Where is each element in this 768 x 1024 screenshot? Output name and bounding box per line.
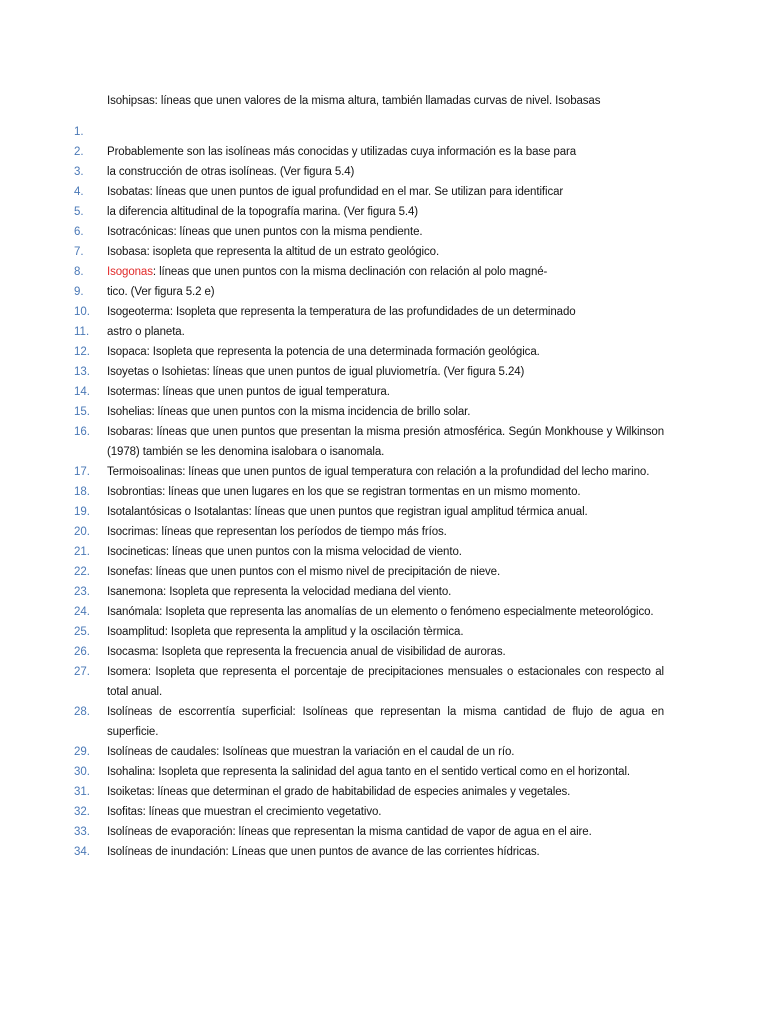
list-item-body: Isotalantósicas o Isotalantas: líneas que unen puntos que registran igual amplitud térmica anual.	[107, 506, 588, 518]
list-item-body: Isolíneas de inundación: Líneas que unen puntos de avance de las corrientes hídricas.	[107, 846, 540, 858]
list-item	[74, 702, 664, 742]
list-item-body: Isohelias: líneas que unen puntos con la misma incidencia de brillo solar.	[107, 406, 471, 418]
list-item-number: 21.	[74, 546, 90, 558]
list-item	[74, 522, 664, 542]
list-item-number: 23.	[74, 586, 90, 598]
list-item-number: 25.	[74, 626, 90, 638]
list-item-number: 24.	[74, 606, 90, 618]
list-item-body: Isolíneas de caudales: Isolíneas que muestran la variación en el caudal de un río.	[107, 746, 515, 758]
list-item-body: la construcción de otras isolíneas. (Ver figura 5.4)	[107, 166, 355, 178]
list-item-number: 33.	[74, 826, 90, 838]
list-item-text	[107, 122, 664, 142]
list-item	[74, 762, 664, 782]
list-item-body: Isanómala: Isopleta que representa las anomalías de un elemento o fenómeno especialmente meteorológico.	[107, 606, 654, 618]
list-item-text	[107, 342, 664, 362]
list-item-text	[107, 742, 664, 762]
list-item-number: 2.	[74, 146, 84, 158]
list-item	[74, 122, 664, 142]
list-item-body: Isoyetas o Isohietas: líneas que unen puntos de igual pluviometría. (Ver figura 5.24)	[107, 366, 525, 378]
list-item-body: Isocineticas: líneas que unen puntos con la misma velocidad de viento.	[107, 546, 462, 558]
list-item	[74, 802, 664, 822]
list-item-text	[107, 202, 664, 222]
list-item-text	[107, 582, 664, 602]
list-item-text	[107, 602, 664, 622]
list-item	[74, 482, 664, 502]
list-item-text	[107, 782, 664, 802]
list-item-text	[107, 222, 664, 242]
list-item-text	[107, 822, 664, 842]
list-item-number: 13.	[74, 366, 90, 378]
list-item	[74, 642, 664, 662]
list-item-text	[107, 502, 664, 522]
list-item	[74, 402, 664, 422]
list-item	[74, 842, 664, 862]
list-item-text	[107, 262, 664, 282]
list-item	[74, 602, 664, 622]
isolines-list	[74, 122, 664, 862]
list-item-text	[107, 482, 664, 502]
list-item-text	[107, 622, 664, 642]
intro-paragraph: Isohipsas: líneas que unen valores de la misma altura, también llamadas curvas de nivel. Isobasas	[107, 95, 601, 107]
list-item	[74, 782, 664, 802]
list-item-number: 18.	[74, 486, 90, 498]
list-item-text	[107, 762, 664, 782]
list-item-text	[107, 562, 664, 582]
list-item-body: Isoiketas: líneas que determinan el grado de habitabilidad de especies animales y vegetales.	[107, 786, 571, 798]
list-item-text	[107, 462, 664, 482]
list-item-text	[107, 162, 664, 182]
list-item-body: Probablemente son las isolíneas más conocidas y utilizadas cuya información es la base para	[107, 146, 577, 158]
list-item-body: Termoisoalinas: líneas que unen puntos de igual temperatura con relación a la profundidad del lecho marino.	[107, 466, 650, 478]
list-item-body: Isopaca: Isopleta que representa la potencia de una determinada formación geológica.	[107, 346, 540, 358]
list-item-number: 9.	[74, 286, 84, 298]
list-item-body: : líneas que unen puntos con la misma declinación con relación al polo magné-	[152, 266, 548, 278]
list-item-number: 8.	[74, 266, 84, 278]
list-item-body: Isoamplitud: Isopleta que representa la amplitud y la oscilación tèrmica.	[107, 626, 464, 638]
list-item	[74, 202, 664, 222]
list-item	[74, 222, 664, 242]
list-item-number: 34.	[74, 846, 90, 858]
list-item-number: 22.	[74, 566, 90, 578]
list-item-text	[107, 282, 664, 302]
list-item	[74, 382, 664, 402]
list-item-text	[107, 522, 664, 542]
list-item-text	[107, 402, 664, 422]
list-item-number: 12.	[74, 346, 90, 358]
list-item-number: 31.	[74, 786, 90, 798]
list-item-body: Isocasma: Isopleta que representa la frecuencia anual de visibilidad de auroras.	[107, 646, 506, 658]
list-item-number: 32.	[74, 806, 90, 818]
list-item-number: 11.	[74, 326, 90, 338]
list-item-body: Isogeoterma: Isopleta que representa la temperatura de las profundidades de un determinado	[107, 306, 576, 318]
list-item-number: 5.	[74, 206, 84, 218]
list-item-text	[107, 662, 664, 702]
list-item-body: la diferencia altitudinal de la topografía marina. (Ver figura 5.4)	[107, 206, 419, 218]
list-item	[74, 662, 664, 702]
list-item-number: 20.	[74, 526, 90, 538]
list-item-text	[107, 302, 664, 322]
list-item	[74, 262, 664, 282]
list-item-body: tico. (Ver figura 5.2 e)	[107, 286, 215, 298]
list-item	[74, 582, 664, 602]
list-item-text	[107, 802, 664, 822]
list-item-body: Isobaras: líneas que unen puntos que presentan la misma presión atmosférica. Según Monkhouse y Wilkinson (1978) también se les denomina isalobara o isanomala.	[107, 426, 664, 458]
list-item-body: Isotermas: líneas que unen puntos de igual temperatura.	[107, 386, 390, 398]
list-item-number: 30.	[74, 766, 90, 778]
list-item-number: 17.	[74, 466, 90, 478]
list-item-text	[107, 702, 664, 742]
list-item-body: Isobasa: isopleta que representa la altitud de un estrato geológico.	[107, 246, 440, 258]
highlighted-term: Isogonas	[107, 266, 153, 278]
list-item-body: astro o planeta.	[107, 326, 185, 338]
list-item-text	[107, 142, 664, 162]
list-item-text	[107, 362, 664, 382]
list-item-body: Isocrimas: líneas que representan los períodos de tiempo más fríos.	[107, 526, 447, 538]
list-item	[74, 542, 664, 562]
list-item	[74, 322, 664, 342]
list-item-text	[107, 322, 664, 342]
list-item-number: 28.	[74, 706, 90, 718]
list-item	[74, 462, 664, 482]
list-item	[74, 282, 664, 302]
list-item-text	[107, 542, 664, 562]
list-item-number: 7.	[74, 246, 84, 258]
list-item-number: 15.	[74, 406, 90, 418]
list-item	[74, 562, 664, 582]
list-item-number: 1.	[74, 126, 84, 138]
list-item	[74, 162, 664, 182]
list-item	[74, 502, 664, 522]
list-item-text	[107, 382, 664, 402]
list-item-text	[107, 642, 664, 662]
list-item-number: 19.	[74, 506, 90, 518]
list-item-number: 27.	[74, 666, 90, 678]
list-item-body: Isolíneas de evaporación: líneas que representan la misma cantidad de vapor de agua en el aire.	[107, 826, 592, 838]
list-item-number: 29.	[74, 746, 90, 758]
list-item-body: Isanemona: Isopleta que representa la velocidad mediana del viento.	[107, 586, 452, 598]
list-item-number: 26.	[74, 646, 90, 658]
list-item	[74, 342, 664, 362]
list-item-text	[107, 182, 664, 202]
list-item-body: Isohalina: Isopleta que representa la salinidad del agua tanto en el sentido vertical como en el horizontal.	[107, 766, 631, 778]
list-item	[74, 362, 664, 382]
list-item-number: 10.	[74, 306, 90, 318]
list-item-body: Isofitas: líneas que muestran el crecimiento vegetativo.	[107, 806, 382, 818]
list-item-number: 14.	[74, 386, 90, 398]
list-item	[74, 822, 664, 842]
list-item-body: Isotracónicas: líneas que unen puntos con la misma pendiente.	[107, 226, 423, 238]
list-item-number: 4.	[74, 186, 84, 198]
list-item-text	[107, 842, 664, 862]
list-item-number: 3.	[74, 166, 84, 178]
list-item-body: Isolíneas de escorrentía superficial: Isolíneas que representan la misma cantidad de flujo de agua en superficie.	[107, 706, 664, 738]
list-item-body: Isonefas: líneas que unen puntos con el mismo nivel de precipitación de nieve.	[107, 566, 501, 578]
list-item-number: 16.	[74, 426, 90, 438]
list-item-number: 6.	[74, 226, 84, 238]
list-item-text	[107, 242, 664, 262]
list-item	[74, 242, 664, 262]
list-item-body: Isobrontias: líneas que unen lugares en los que se registran tormentas en un mismo momento.	[107, 486, 581, 498]
list-item	[74, 742, 664, 762]
list-item	[74, 302, 664, 322]
list-item-text	[107, 422, 664, 462]
list-item-body: Isomera: Isopleta que representa el porcentaje de precipitaciones mensuales o estacionales con respecto al total anual.	[107, 666, 664, 698]
list-item-body: Isobatas: líneas que unen puntos de igual profundidad en el mar. Se utilizan para identificar	[107, 186, 564, 198]
list-item	[74, 422, 664, 462]
list-item	[74, 182, 664, 202]
list-item	[74, 622, 664, 642]
list-item	[74, 142, 664, 162]
